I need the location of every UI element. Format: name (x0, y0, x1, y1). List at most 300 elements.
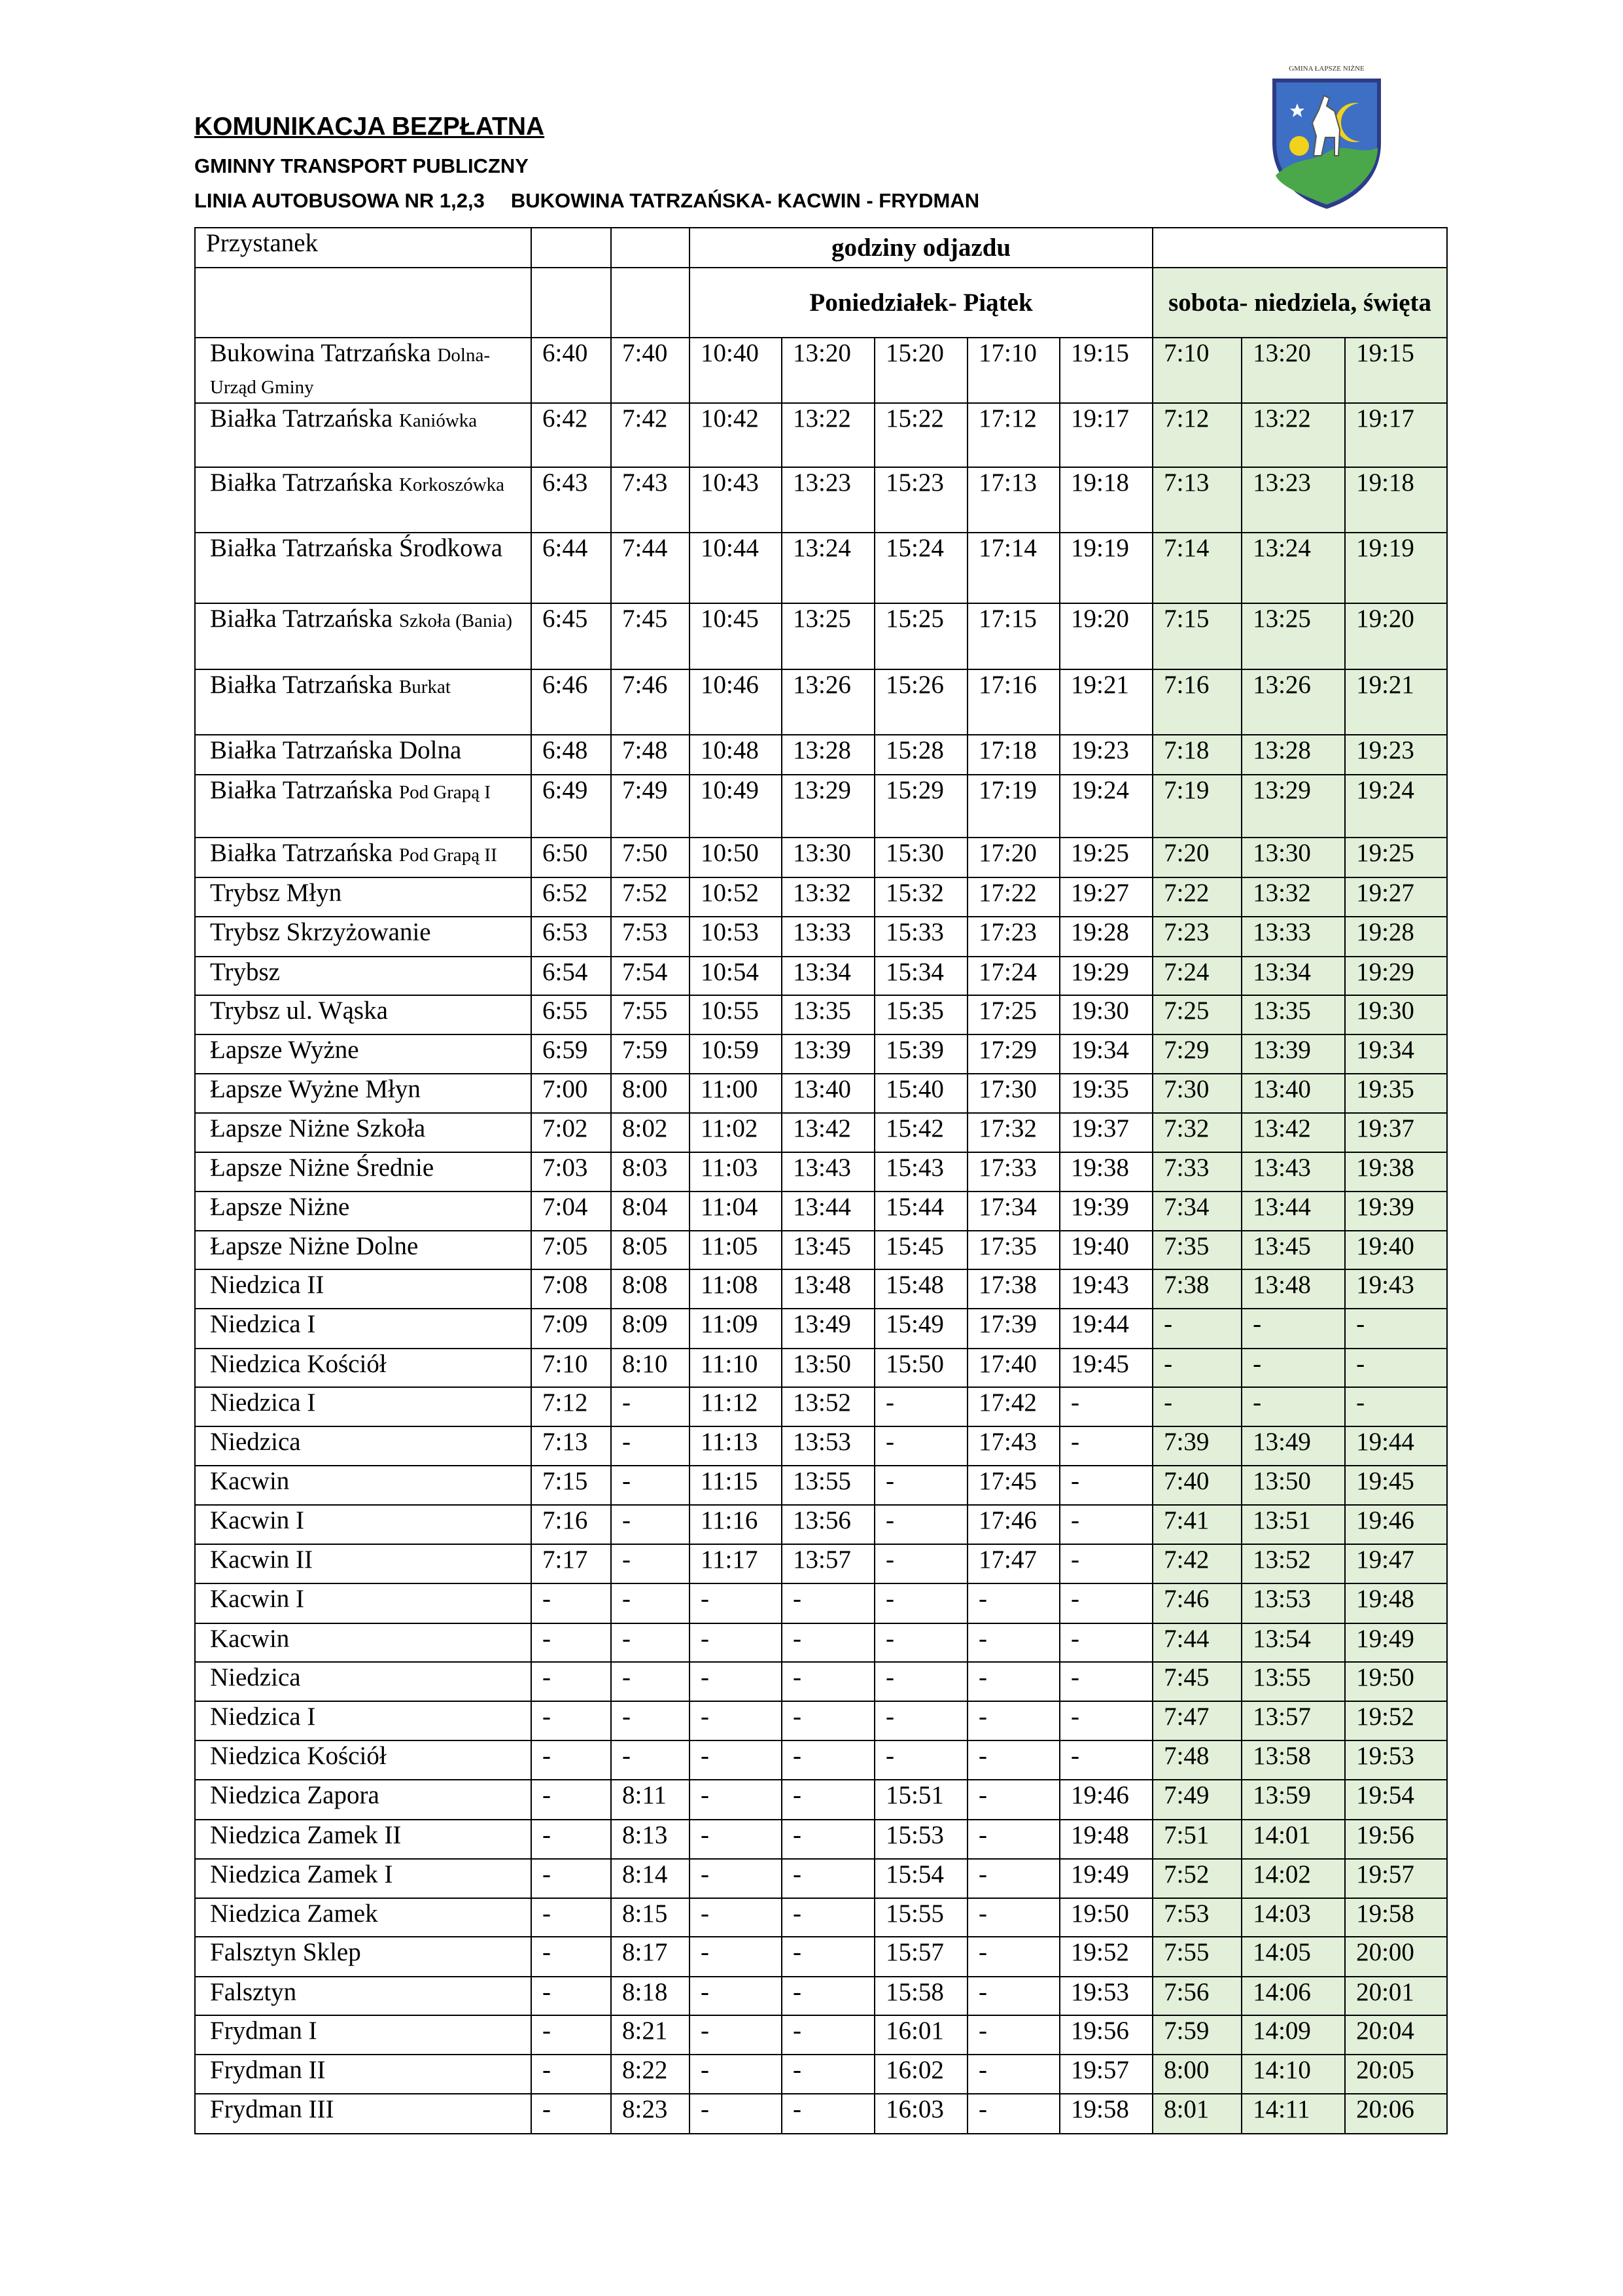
weekend-departure-time: 19:50 (1345, 1662, 1447, 1701)
stop-name (195, 1780, 531, 1820)
weekday-departure-time: 6:53 (531, 917, 611, 957)
weekday-departure-time: 13:53 (782, 1426, 875, 1466)
stop-name (195, 1192, 531, 1231)
header-row-1 (195, 228, 1447, 268)
weekend-departure-time: 20:00 (1345, 1937, 1447, 1977)
table-row (195, 1309, 1447, 1349)
weekday-departure-time: 19:39 (1060, 1192, 1153, 1231)
weekday-departure-time: 6:46 (531, 669, 611, 735)
stop-name (195, 1937, 531, 1977)
stop-name (195, 2015, 531, 2055)
empty-header-cell (195, 268, 531, 338)
weekday-departure-time: 8:17 (611, 1937, 689, 1977)
table-row (195, 1898, 1447, 1937)
weekday-departure-time: 19:17 (1060, 403, 1153, 467)
weekday-departure-time: 15:40 (875, 1074, 968, 1113)
stop-name (195, 1466, 531, 1505)
weekday-departure-time: 15:29 (875, 775, 968, 838)
weekday-departure-time: 19:45 (1060, 1349, 1153, 1387)
weekday-departure-time: - (611, 1701, 689, 1740)
weekday-departure-time: 17:20 (968, 838, 1060, 877)
stop-name-detail: Korkoszówka (398, 474, 505, 495)
table-row (195, 338, 1447, 403)
weekday-departure-time: 7:13 (531, 1426, 611, 1466)
weekday-departure-time: - (782, 1583, 875, 1623)
weekday-departure-time: 10:54 (689, 957, 782, 995)
document-subtitle: GMINNY TRANSPORT PUBLICZNY (194, 154, 529, 177)
stop-name-text: Białka Tatrzańska (210, 839, 393, 867)
weekend-departure-time: 19:37 (1345, 1113, 1447, 1152)
weekday-departure-time: 7:52 (611, 877, 689, 917)
weekday-departure-time: 10:52 (689, 877, 782, 917)
weekday-departure-time: - (689, 2015, 782, 2055)
weekday-departure-time: - (875, 1544, 968, 1583)
weekend-departure-time: 7:15 (1153, 603, 1242, 669)
weekday-departure-time: - (968, 1701, 1060, 1740)
weekend-departure-time: 19:56 (1345, 1820, 1447, 1859)
weekday-departure-time: 13:56 (782, 1505, 875, 1544)
weekday-departure-time: - (1060, 1387, 1153, 1426)
weekday-departure-time: - (1060, 1544, 1153, 1583)
weekday-departure-time: - (531, 1820, 611, 1859)
table-row (195, 1544, 1447, 1583)
weekday-departure-time: - (611, 1544, 689, 1583)
weekday-departure-time: 19:24 (1060, 775, 1153, 838)
weekday-departure-time: 11:08 (689, 1269, 782, 1309)
weekday-departure-time: 13:57 (782, 1544, 875, 1583)
weekend-departure-time: 7:33 (1153, 1152, 1242, 1192)
weekday-departure-time: - (782, 1859, 875, 1898)
weekday-departure-time: - (782, 1898, 875, 1937)
stop-name (195, 1074, 531, 1113)
table-row (195, 877, 1447, 917)
weekend-departure-time: 7:30 (1153, 1074, 1242, 1113)
weekday-departure-time: 17:29 (968, 1034, 1060, 1074)
weekday-departure-time: 7:45 (611, 603, 689, 669)
stop-name-text: Niedzica Zamek I (210, 1860, 393, 1888)
weekend-departure-time: 19:38 (1345, 1152, 1447, 1192)
weekday-departure-time: 13:45 (782, 1231, 875, 1269)
weekend-departure-time: 13:49 (1242, 1426, 1345, 1466)
weekday-departure-time: - (782, 1780, 875, 1820)
weekend-departure-time: 7:10 (1153, 338, 1242, 403)
weekday-departure-time: - (531, 1780, 611, 1820)
weekday-departure-time: 19:38 (1060, 1152, 1153, 1192)
weekday-departure-time: 11:16 (689, 1505, 782, 1544)
stop-name-text: Falsztyn (210, 1978, 297, 2006)
timetable (194, 227, 1448, 2134)
weekday-departure-time: - (875, 1466, 968, 1505)
weekday-departure-time: 13:43 (782, 1152, 875, 1192)
weekday-departure-time: - (689, 1898, 782, 1937)
weekend-departure-time: 19:48 (1345, 1583, 1447, 1623)
weekend-departure-time: 19:29 (1345, 957, 1447, 995)
weekday-departure-time: 8:13 (611, 1820, 689, 1859)
weekday-departure-time: 19:56 (1060, 2015, 1153, 2055)
weekday-departure-time: 7:55 (611, 995, 689, 1034)
weekday-departure-time: 13:39 (782, 1034, 875, 1074)
table-row (195, 1740, 1447, 1780)
weekday-departure-time: 6:44 (531, 533, 611, 603)
weekday-departure-time: 15:22 (875, 403, 968, 467)
stop-name-text: Białka Tatrzańska Środkowa (210, 534, 503, 562)
weekday-departure-time: 15:20 (875, 338, 968, 403)
weekday-departure-time: 11:12 (689, 1387, 782, 1426)
weekend-departure-time: 19:40 (1345, 1231, 1447, 1269)
table-row (195, 1466, 1447, 1505)
weekend-departure-time: 7:48 (1153, 1740, 1242, 1780)
weekday-departure-time: - (1060, 1505, 1153, 1544)
weekday-departure-time: 7:50 (611, 838, 689, 877)
weekend-departure-time: 7:22 (1153, 877, 1242, 917)
weekday-departure-time: - (1060, 1662, 1153, 1701)
weekday-departure-time: 7:03 (531, 1152, 611, 1192)
weekend-departure-time: 13:45 (1242, 1231, 1345, 1269)
weekday-departure-time: - (531, 1977, 611, 2015)
weekday-departure-time: 15:58 (875, 1977, 968, 2015)
weekday-departure-time: 15:30 (875, 838, 968, 877)
stop-name (195, 1740, 531, 1780)
weekday-departure-time: - (1060, 1583, 1153, 1623)
weekday-departure-time: - (531, 1623, 611, 1662)
weekday-departure-time: 7:44 (611, 533, 689, 603)
weekday-departure-time: 13:42 (782, 1113, 875, 1152)
empty-header-cell (611, 228, 689, 268)
weekend-departure-time: 13:42 (1242, 1113, 1345, 1152)
weekend-departure-time: - (1345, 1349, 1447, 1387)
weekend-departure-time: 14:06 (1242, 1977, 1345, 2015)
stop-name (195, 1623, 531, 1662)
weekday-departure-time: 6:52 (531, 877, 611, 917)
weekday-departure-time: 16:03 (875, 2094, 968, 2134)
stop-name-text: Łapsze Niżne Szkoła (210, 1114, 426, 1142)
table-row (195, 467, 1447, 533)
weekday-departure-time: 17:43 (968, 1426, 1060, 1466)
weekend-departure-time: 13:32 (1242, 877, 1345, 917)
stop-name (195, 995, 531, 1034)
weekday-departure-time: - (689, 2055, 782, 2094)
weekday-departure-time: 19:46 (1060, 1780, 1153, 1820)
stop-name-text: Trybsz (210, 958, 280, 986)
weekend-departure-time: 7:32 (1153, 1113, 1242, 1152)
weekday-departure-time: 15:33 (875, 917, 968, 957)
gmina-crest-logo (1261, 64, 1392, 211)
weekday-departure-time: 17:18 (968, 735, 1060, 775)
weekday-departure-time: 10:50 (689, 838, 782, 877)
weekend-departure-time: 13:48 (1242, 1269, 1345, 1309)
weekend-departure-time: 20:05 (1345, 2055, 1447, 2094)
weekday-departure-time: 19:25 (1060, 838, 1153, 877)
empty-header-cell (531, 228, 611, 268)
weekday-departure-time: - (782, 1701, 875, 1740)
table-row (195, 1152, 1447, 1192)
weekend-departure-time: 19:58 (1345, 1898, 1447, 1937)
weekday-departure-time: 17:33 (968, 1152, 1060, 1192)
weekday-departure-time: 17:35 (968, 1231, 1060, 1269)
weekend-departure-time: 13:30 (1242, 838, 1345, 877)
weekday-departure-time: 8:08 (611, 1269, 689, 1309)
weekend-departure-time: 13:51 (1242, 1505, 1345, 1544)
weekday-departure-time: - (689, 1859, 782, 1898)
weekday-departure-time: - (782, 1977, 875, 2015)
stop-name-text: Bukowina Tatrzańska (210, 339, 431, 367)
weekday-departure-time: - (531, 1937, 611, 1977)
stop-name-text: Białka Tatrzańska (210, 776, 393, 804)
weekday-departure-time: 16:02 (875, 2055, 968, 2094)
weekday-departure-time: 6:42 (531, 403, 611, 467)
weekday-departure-time: 17:38 (968, 1269, 1060, 1309)
weekend-departure-time: 13:25 (1242, 603, 1345, 669)
weekday-departure-time: 8:15 (611, 1898, 689, 1937)
table-row (195, 917, 1447, 957)
weekday-departure-time: 6:40 (531, 338, 611, 403)
weekday-departure-time: 13:24 (782, 533, 875, 603)
weekday-departure-time: 19:49 (1060, 1859, 1153, 1898)
weekend-departure-time: 7:53 (1153, 1898, 1242, 1937)
weekday-departure-time: 8:03 (611, 1152, 689, 1192)
weekday-departure-time: 7:04 (531, 1192, 611, 1231)
route-line (194, 189, 979, 213)
stop-name (195, 1231, 531, 1269)
weekend-departure-time: 14:02 (1242, 1859, 1345, 1898)
weekday-departure-time: - (689, 1583, 782, 1623)
weekday-departure-time: 8:10 (611, 1349, 689, 1387)
line-number: LINIA AUTOBUSOWA NR 1,2,3 (194, 189, 485, 212)
weekday-departure-time: 19:48 (1060, 1820, 1153, 1859)
table-row (195, 1349, 1447, 1387)
weekday-departure-time: 19:40 (1060, 1231, 1153, 1269)
weekend-departure-time: 13:33 (1242, 917, 1345, 957)
weekday-departure-time: - (968, 1662, 1060, 1701)
weekend-departure-time: 7:42 (1153, 1544, 1242, 1583)
weekday-departure-time: 17:34 (968, 1192, 1060, 1231)
weekday-departure-time: - (531, 2094, 611, 2134)
weekday-departure-time: 19:30 (1060, 995, 1153, 1034)
weekend-departure-time: 20:06 (1345, 2094, 1447, 2134)
weekday-departure-time: 10:44 (689, 533, 782, 603)
weekend-departure-time: 14:03 (1242, 1898, 1345, 1937)
stop-name-text: Frydman II (210, 2056, 326, 2084)
weekday-departure-time: 19:35 (1060, 1074, 1153, 1113)
stop-name-text: Kacwin (210, 1467, 290, 1495)
table-row (195, 403, 1447, 467)
weekend-departure-time: 19:30 (1345, 995, 1447, 1034)
weekend-departure-time: 19:17 (1345, 403, 1447, 467)
weekend-departure-time: - (1345, 1387, 1447, 1426)
weekday-departure-time: 7:53 (611, 917, 689, 957)
table-row (195, 1780, 1447, 1820)
weekday-departure-time: 15:26 (875, 669, 968, 735)
table-row (195, 2094, 1447, 2134)
weekday-departure-time: 8:18 (611, 1977, 689, 2015)
weekday-departure-time: - (531, 2055, 611, 2094)
weekday-departure-time: 7:09 (531, 1309, 611, 1349)
weekend-departure-time: 19:35 (1345, 1074, 1447, 1113)
stop-name-text: Trybsz Młyn (210, 879, 342, 907)
weekday-departure-time: 19:57 (1060, 2055, 1153, 2094)
weekday-departure-time: - (531, 1740, 611, 1780)
header-row-2 (195, 268, 1447, 338)
stop-name (195, 1034, 531, 1074)
weekday-departure-time: 8:09 (611, 1309, 689, 1349)
weekday-departure-time: 17:47 (968, 1544, 1060, 1583)
crest-caption: GMINA ŁAPSZE NIŻNE (1289, 65, 1365, 73)
stop-name (195, 403, 531, 467)
weekday-departure-time: 15:39 (875, 1034, 968, 1074)
weekday-departure-time: 7:08 (531, 1269, 611, 1309)
table-row (195, 775, 1447, 838)
stop-name-text: Białka Tatrzańska (210, 605, 393, 633)
weekday-departure-time: 6:54 (531, 957, 611, 995)
weekend-departure-time: 7:49 (1153, 1780, 1242, 1820)
weekday-departure-time: - (968, 1859, 1060, 1898)
stop-name (195, 775, 531, 838)
weekend-departure-time: 7:35 (1153, 1231, 1242, 1269)
weekday-departure-time: 15:49 (875, 1309, 968, 1349)
weekday-departure-time: - (782, 2015, 875, 2055)
weekday-departure-time: 19:58 (1060, 2094, 1153, 2134)
stop-name (195, 1544, 531, 1583)
weekday-departure-time: 13:40 (782, 1074, 875, 1113)
stop-name (195, 603, 531, 669)
weekday-departure-time: 7:15 (531, 1466, 611, 1505)
weekday-departure-time: 19:37 (1060, 1113, 1153, 1152)
weekend-departure-time: 19:53 (1345, 1740, 1447, 1780)
stop-name-text: Białka Tatrzańska (210, 671, 393, 699)
weekday-departure-time: 15:43 (875, 1152, 968, 1192)
weekend-departure-time: 7:55 (1153, 1937, 1242, 1977)
weekend-departure-time: 13:40 (1242, 1074, 1345, 1113)
weekday-departure-time: 13:52 (782, 1387, 875, 1426)
stop-name-text: Niedzica Zamek II (210, 1821, 402, 1849)
weekend-departure-time: - (1345, 1309, 1447, 1349)
weekday-departure-time: 7:42 (611, 403, 689, 467)
weekend-departure-time: 7:24 (1153, 957, 1242, 995)
weekday-departure-time: - (1060, 1701, 1153, 1740)
weekday-departure-time: 19:27 (1060, 877, 1153, 917)
weekend-departure-time: 13:43 (1242, 1152, 1345, 1192)
weekday-departure-time: 13:22 (782, 403, 875, 467)
weekday-departure-time: 19:20 (1060, 603, 1153, 669)
weekday-departure-time: 11:03 (689, 1152, 782, 1192)
weekday-departure-time: 11:15 (689, 1466, 782, 1505)
weekend-departure-time: - (1153, 1387, 1242, 1426)
weekend-departure-time: 19:45 (1345, 1466, 1447, 1505)
empty-header-cell (531, 268, 611, 338)
weekday-departure-time: - (689, 1740, 782, 1780)
weekday-departure-time: 7:43 (611, 467, 689, 533)
stop-name (195, 1701, 531, 1740)
weekday-departure-time: 13:55 (782, 1466, 875, 1505)
table-row (195, 1977, 1447, 2015)
weekday-departure-time: - (611, 1505, 689, 1544)
stop-name (195, 1820, 531, 1859)
weekday-departure-time: 15:51 (875, 1780, 968, 1820)
weekend-departure-time: 19:34 (1345, 1034, 1447, 1074)
weekday-departure-time: 8:00 (611, 1074, 689, 1113)
weekday-departure-time: - (611, 1426, 689, 1466)
weekend-departure-time: 13:26 (1242, 669, 1345, 735)
weekday-departure-time: 19:19 (1060, 533, 1153, 603)
stop-name (195, 338, 531, 403)
weekday-departure-time: 15:25 (875, 603, 968, 669)
weekday-departure-time: 15:53 (875, 1820, 968, 1859)
weekend-departure-time: 19:43 (1345, 1269, 1447, 1309)
weekday-departure-time: 17:10 (968, 338, 1060, 403)
weekday-departure-time: - (689, 1820, 782, 1859)
weekday-departure-time: 19:53 (1060, 1977, 1153, 2015)
weekend-departure-time: 7:39 (1153, 1426, 1242, 1466)
stop-name (195, 877, 531, 917)
weekend-departure-time: 7:18 (1153, 735, 1242, 775)
weekday-departure-time: 17:25 (968, 995, 1060, 1034)
weekend-departure-time: 19:25 (1345, 838, 1447, 877)
stop-name-text: Łapsze Wyżne Młyn (210, 1075, 421, 1103)
stop-name-text: Białka Tatrzańska (210, 468, 393, 497)
weekend-departure-time: 13:58 (1242, 1740, 1345, 1780)
weekday-departure-time: 19:43 (1060, 1269, 1153, 1309)
stop-name-text: Niedzica I (210, 1388, 316, 1417)
weekday-departure-time: 15:35 (875, 995, 968, 1034)
weekday-departure-time: - (689, 1937, 782, 1977)
weekday-departure-time: - (968, 1780, 1060, 1820)
weekend-departure-time: 13:52 (1242, 1544, 1345, 1583)
weekend-departure-time: 13:24 (1242, 533, 1345, 603)
weekend-departure-time: 13:54 (1242, 1623, 1345, 1662)
weekday-departure-time: - (875, 1662, 968, 1701)
weekday-departure-time: 10:45 (689, 603, 782, 669)
weekday-departure-time: 17:15 (968, 603, 1060, 669)
weekday-departure-time: - (875, 1387, 968, 1426)
table-row (195, 1426, 1447, 1466)
weekday-departure-time: - (531, 2015, 611, 2055)
weekend-departure-time: 13:34 (1242, 957, 1345, 995)
weekday-departure-time: 15:45 (875, 1231, 968, 1269)
weekday-departure-time: 11:00 (689, 1074, 782, 1113)
weekday-departure-time: 15:32 (875, 877, 968, 917)
weekday-departure-time: 7:12 (531, 1387, 611, 1426)
weekend-departure-time: 7:40 (1153, 1466, 1242, 1505)
weekday-departure-time: 6:50 (531, 838, 611, 877)
stop-name (195, 1113, 531, 1152)
weekday-departure-time: - (689, 1780, 782, 1820)
weekday-departure-time: 10:40 (689, 338, 782, 403)
stop-name-text: Trybsz Skrzyżowanie (210, 918, 431, 946)
table-row (195, 1269, 1447, 1309)
weekday-departure-time: 15:24 (875, 533, 968, 603)
weekend-departure-time: 19:39 (1345, 1192, 1447, 1231)
weekday-departure-time: - (968, 1937, 1060, 1977)
weekday-departure-time: - (689, 1662, 782, 1701)
weekday-departure-time: 8:21 (611, 2015, 689, 2055)
weekday-departure-time: 17:13 (968, 467, 1060, 533)
table-row (195, 603, 1447, 669)
weekday-departure-time: 13:35 (782, 995, 875, 1034)
weekend-departure-time: 14:11 (1242, 2094, 1345, 2134)
weekend-departure-time: 13:44 (1242, 1192, 1345, 1231)
weekday-departure-time: - (968, 1623, 1060, 1662)
weekday-departure-time: - (531, 1898, 611, 1937)
weekday-departure-time: 17:42 (968, 1387, 1060, 1426)
weekend-departure-time: 7:25 (1153, 995, 1242, 1034)
weekday-departure-time: - (1060, 1426, 1153, 1466)
weekend-departure-time: 7:59 (1153, 2015, 1242, 2055)
weekday-departure-time: 19:23 (1060, 735, 1153, 775)
stop-name-text: Białka Tatrzańska Dolna (210, 736, 462, 764)
stop-name (195, 957, 531, 995)
weekday-departure-time: 19:28 (1060, 917, 1153, 957)
table-row (195, 1662, 1447, 1701)
